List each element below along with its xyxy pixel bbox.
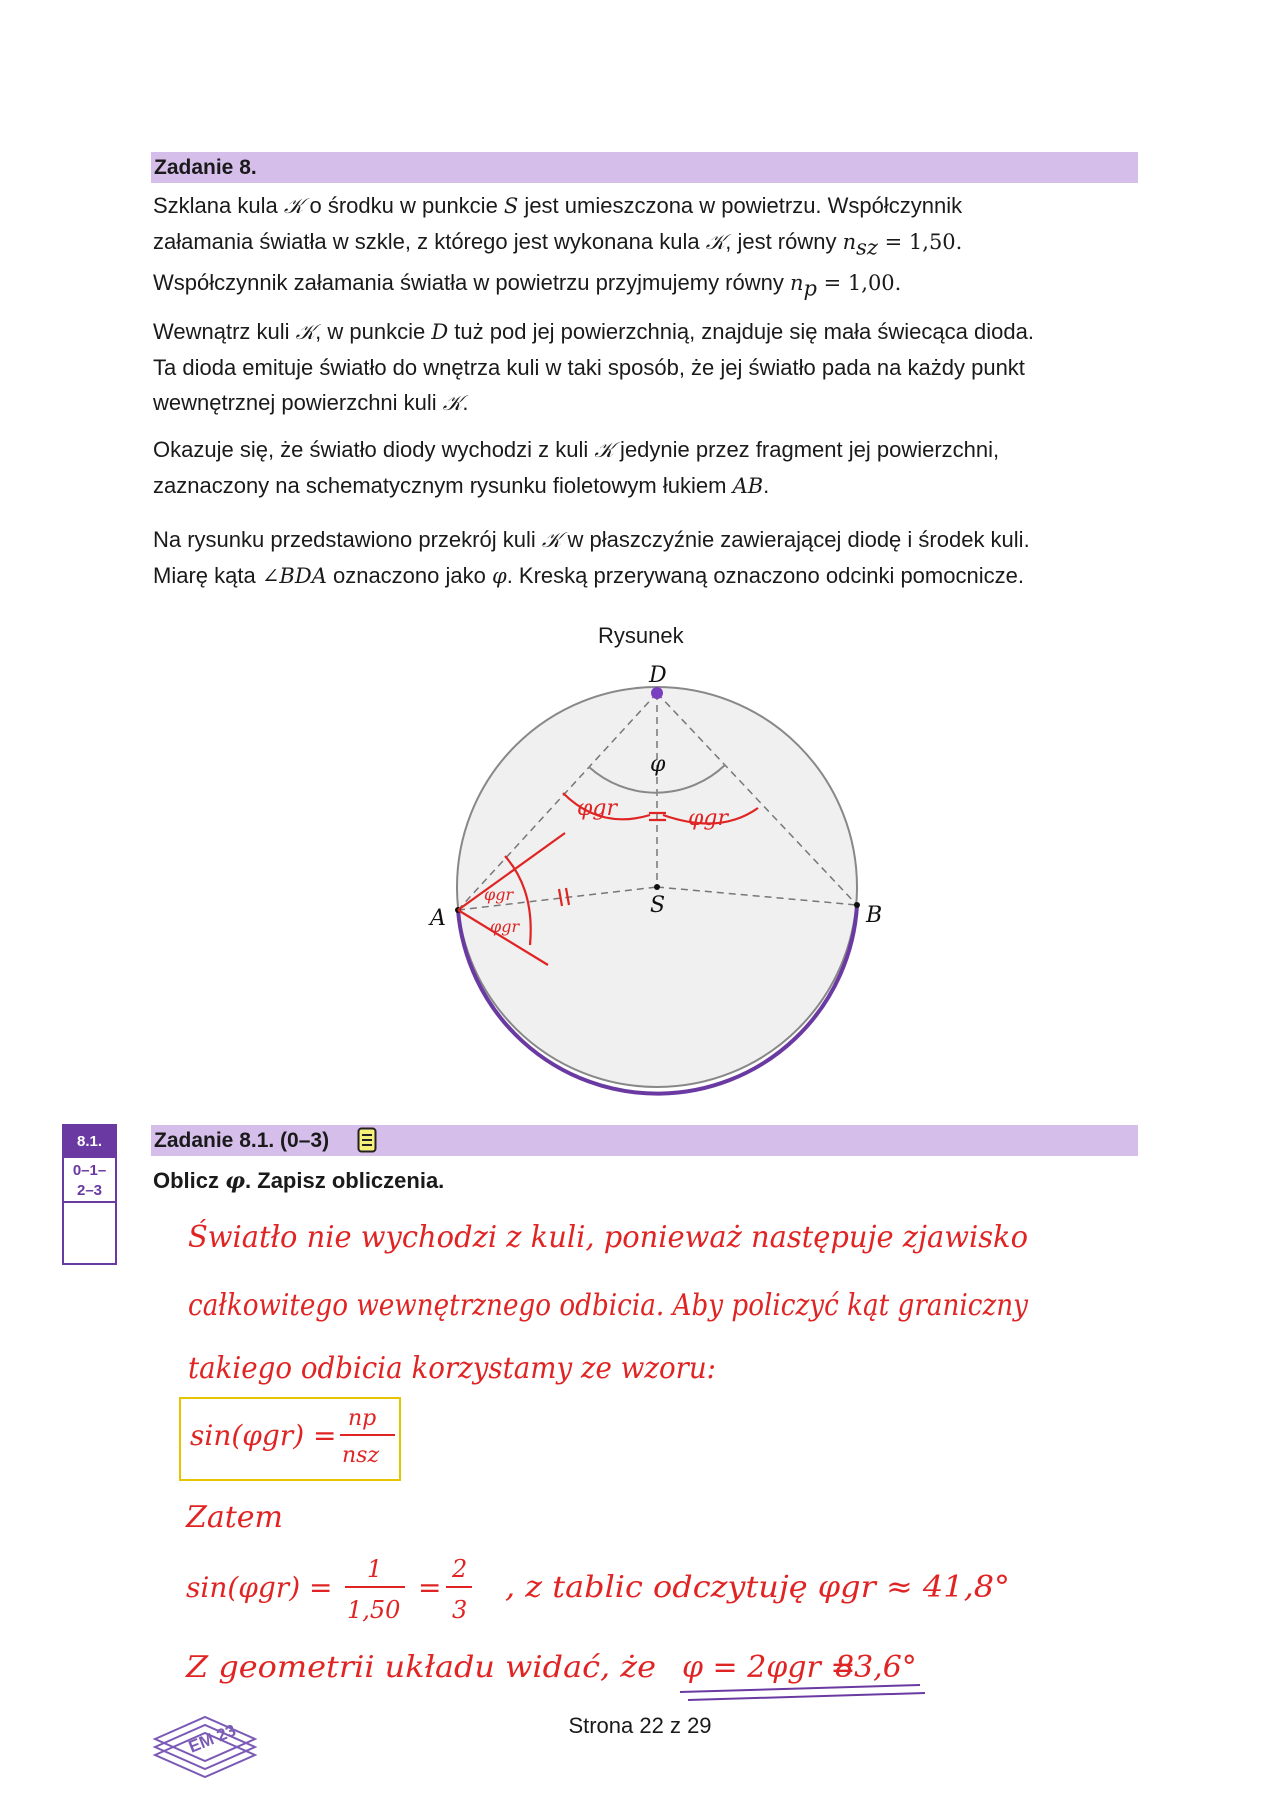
hw-zatem: Zatem bbox=[186, 1500, 283, 1535]
text: w płaszczyźnie zawierającej diodę i środek kuli. bbox=[561, 527, 1030, 552]
arc-symbol: AB bbox=[732, 474, 764, 498]
label-phi: φ bbox=[650, 752, 666, 777]
text: Na rysunku przedstawiono przekrój kuli bbox=[153, 527, 542, 552]
text: zaznaczony na schematycznym rysunku fioletowym łukiem bbox=[153, 473, 733, 498]
result-underline-1 bbox=[680, 1685, 920, 1692]
text: Ta dioda emituje światło do wnętrza kuli w taki sposób, że jej światło pada na każdy punkt bbox=[153, 355, 1025, 380]
phi-symbol: φ bbox=[491, 564, 507, 588]
text: Oblicz bbox=[153, 1168, 226, 1193]
calc-denominator-1: 1,50 bbox=[347, 1596, 401, 1624]
n-symbol: n bbox=[842, 230, 857, 254]
subtask-title: Zadanie 8.1. (0–3) bbox=[154, 1129, 330, 1152]
calc-rest: , z tablic odczytuję φgr ≈ 41,8° bbox=[505, 1570, 1010, 1605]
text: . Zapisz obliczenia. bbox=[245, 1168, 445, 1193]
result-underline-2 bbox=[688, 1693, 925, 1700]
page-number: Strona 22 z 29 bbox=[568, 1713, 712, 1738]
task-8-title: Zadanie 8. bbox=[154, 156, 257, 179]
sphere-symbol: 𝒦 bbox=[295, 320, 316, 344]
label-s: S bbox=[650, 893, 666, 918]
point-symbol: D bbox=[431, 320, 449, 344]
sphere-symbol: 𝒦 bbox=[283, 194, 304, 218]
phi-symbol: φ bbox=[225, 1168, 246, 1194]
badge-points-line-2: 2–3 bbox=[76, 1182, 103, 1199]
n-subscript: p bbox=[803, 276, 817, 301]
formula-numerator: np bbox=[348, 1406, 377, 1431]
annot-phigr-a2: φgr bbox=[490, 917, 520, 936]
calc-equals: = bbox=[418, 1571, 442, 1604]
calc-lhs: sin(φgr) = bbox=[186, 1571, 333, 1604]
calc-numerator-2: 2 bbox=[452, 1555, 468, 1583]
angle-symbol: ∠BDA bbox=[261, 564, 327, 588]
sphere-symbol: 𝒦 bbox=[541, 528, 562, 552]
badge-points-line-1: 0–1– bbox=[72, 1162, 107, 1179]
annot-phigr-left: φgr bbox=[577, 796, 618, 821]
text: wewnętrznej powierzchni kuli bbox=[153, 390, 443, 415]
formula-lhs: sin(φgr) = bbox=[190, 1419, 337, 1452]
n-value: = 1,00. bbox=[816, 271, 902, 296]
label-a: A bbox=[430, 906, 446, 931]
text: oznaczono jako bbox=[326, 563, 492, 588]
hw-last-a: Z geometrii układu widać, że bbox=[184, 1650, 656, 1685]
hw-line-2: całkowitego wewnętrznego odbicia. Aby policzyć kąt graniczny bbox=[188, 1288, 1029, 1323]
center-symbol: S bbox=[503, 194, 519, 218]
sphere-symbol: 𝒦 bbox=[594, 438, 614, 462]
badge-number: 8.1. bbox=[64, 1126, 115, 1158]
label-d: D bbox=[649, 663, 667, 688]
text: jedynie przez fragment jej powierzchni, bbox=[613, 437, 1000, 462]
hw-line-1: Światło nie wychodzi z kuli, ponieważ następuje zjawisko bbox=[188, 1220, 1060, 1255]
n-symbol: n bbox=[789, 271, 804, 296]
sphere-symbol: 𝒦 bbox=[705, 230, 726, 254]
text: jest umieszczona w powietrzu. Współczynnik bbox=[518, 193, 963, 218]
text: tuż pod jej powierzchnią, znajduje się mała świecąca dioda. bbox=[448, 319, 1034, 344]
text: Szklana kula bbox=[153, 193, 284, 218]
label-b: B bbox=[866, 903, 883, 928]
calc-denominator-2: 3 bbox=[452, 1596, 468, 1624]
text: . bbox=[763, 473, 770, 498]
logo-text: EM 23 bbox=[185, 1720, 239, 1757]
text: załamania światła w szkle, z którego jest wykonana kula bbox=[153, 229, 706, 254]
text: . bbox=[462, 390, 469, 415]
hw-line-3: takiego odbicia korzystamy ze wzoru: bbox=[188, 1351, 716, 1386]
figure-caption: Rysunek bbox=[598, 623, 684, 648]
hw-last-b: φ = 2φgr = bbox=[682, 1650, 856, 1685]
formula-denominator: nsz bbox=[342, 1443, 380, 1468]
annot-phigr-right: φgr bbox=[688, 806, 729, 831]
sphere-symbol: 𝒦 bbox=[442, 391, 463, 415]
hw-result: 83,6° bbox=[835, 1650, 917, 1685]
annot-phigr-a1: φgr bbox=[484, 885, 514, 904]
text: o środku w punkcie bbox=[303, 193, 504, 218]
text: Miarę kąta bbox=[153, 563, 262, 588]
text: , w punkcie bbox=[315, 319, 432, 344]
text: Okazuje się, że światło diody wychodzi z kuli bbox=[153, 437, 595, 462]
text: Współczynnik załamania światła w powietrzu przyjmujemy równy bbox=[153, 270, 790, 296]
text: , jest równy bbox=[725, 229, 843, 254]
calc-numerator-1: 1 bbox=[367, 1555, 383, 1583]
n-subscript: sz bbox=[856, 235, 878, 260]
n-value: = 1,50. bbox=[877, 230, 963, 254]
text: Wewnątrz kuli bbox=[153, 319, 296, 344]
text: . Kreską przerywaną oznaczono odcinki pomocnicze. bbox=[506, 563, 1024, 588]
